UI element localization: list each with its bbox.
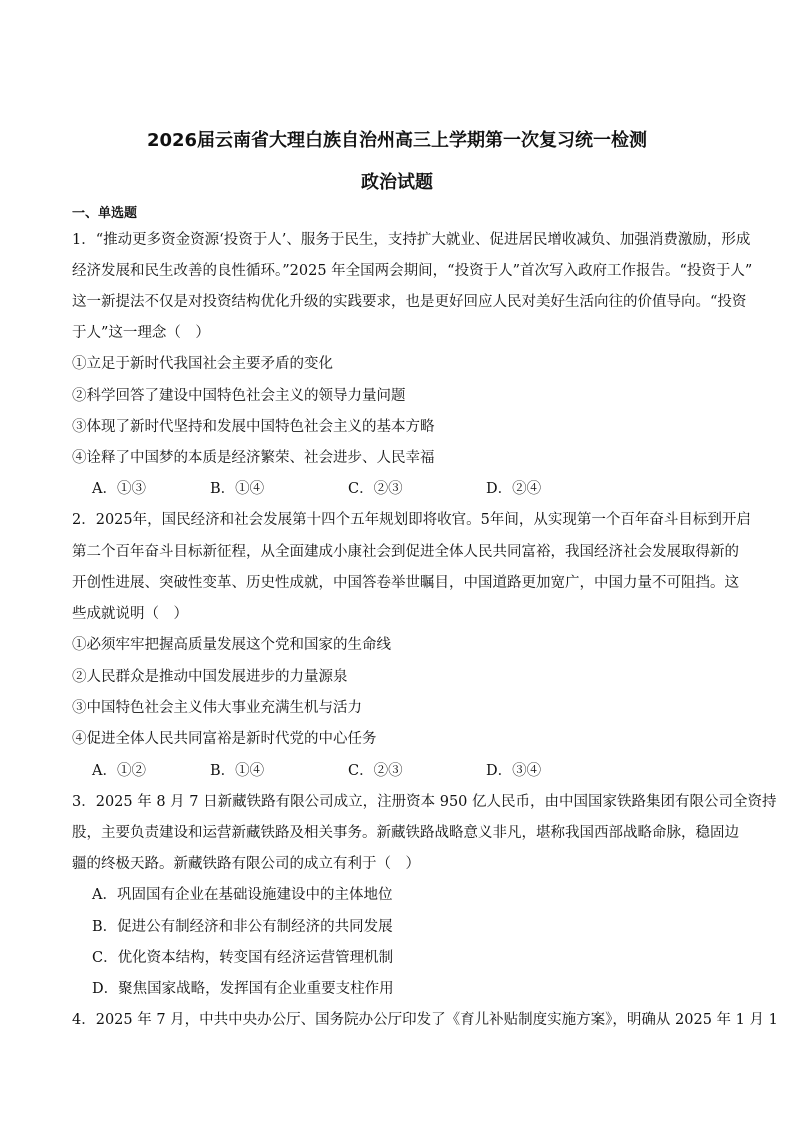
option-d[interactable]: D．②④ bbox=[486, 481, 542, 497]
question-text-line: 些成就说明（ ） bbox=[72, 606, 188, 622]
exam-subtitle: 政治试题 bbox=[361, 172, 433, 193]
option-b[interactable]: B．①④ bbox=[210, 481, 265, 497]
statement: ③中国特色社会主义伟大事业充满生机与活力 bbox=[72, 700, 362, 716]
statement: ②科学回答了建设中国特色社会主义的领导力量问题 bbox=[72, 388, 406, 404]
option-d[interactable]: D．聚焦国家战略，发挥国有企业重要支柱作用 bbox=[92, 981, 394, 997]
option-c[interactable]: C．②③ bbox=[348, 481, 403, 497]
option-c[interactable]: C．②③ bbox=[348, 763, 403, 779]
option-b[interactable]: B．①④ bbox=[210, 763, 265, 779]
statement: ②人民群众是推动中国发展进步的力量源泉 bbox=[72, 669, 348, 685]
option-d[interactable]: D．③④ bbox=[486, 763, 542, 779]
question-text-line: 2．2025年，国民经济和社会发展第十四个五年规划即将收官。5年间，从实现第一个百年奋斗目标到开启 bbox=[72, 512, 751, 528]
option-a[interactable]: A．巩固国有企业在基础设施建设中的主体地位 bbox=[92, 887, 393, 903]
statement: ①必须牢牢把握高质量发展这个党和国家的生命线 bbox=[72, 637, 391, 653]
question-text-line: 3．2025 年 8 月 7 日新藏铁路有限公司成立，注册资本 950 亿人民币，由中国国家铁路集团有限公司全资持 bbox=[72, 794, 777, 810]
question-text-line: 4．2025 年 7 月，中共中央办公厅、国务院办公厅印发了《育儿补贴制度实施方案》，明确从 2025 年 1 月 1 bbox=[72, 1012, 778, 1028]
option-a[interactable]: A．①② bbox=[92, 763, 146, 779]
statement: ①立足于新时代我国社会主要矛盾的变化 bbox=[72, 356, 333, 372]
question-text-line: 疆的终极天路。新藏铁路有限公司的成立有利于（ ） bbox=[72, 856, 420, 872]
statement: ④诠释了中国梦的本质是经济繁荣、社会进步、人民幸福 bbox=[72, 450, 435, 466]
exam-title: 2026届云南省大理白族自治州高三上学期第一次复习统一检测 bbox=[146, 130, 648, 151]
question-text-line: 经济发展和民生改善的良性循环。”2025 年全国两会期间，“投资于人”首次写入政府工作报告。“投资于人” bbox=[72, 263, 753, 279]
option-c[interactable]: C．优化资本结构，转变国有经济运营管理机制 bbox=[92, 950, 394, 966]
statement: ④促进全体人民共同富裕是新时代党的中心任务 bbox=[72, 731, 377, 747]
question-text-line: 1．“推动更多资金资源‘投资于人’、服务于民生，支持扩大就业、促进居民增收减负、加强消费激励，形成 bbox=[72, 232, 751, 248]
question-text-line: 第二个百年奋斗目标新征程，从全面建成小康社会到促进全体人民共同富裕，我国经济社会发展取得新的 bbox=[72, 544, 739, 560]
question-text-line: 股，主要负责建设和运营新藏铁路及相关事务。新藏铁路战略意义非凡，堪称我国西部战略命脉，稳固边 bbox=[72, 825, 739, 841]
option-a[interactable]: A．①③ bbox=[92, 481, 146, 497]
statement: ③体现了新时代坚持和发展中国特色社会主义的基本方略 bbox=[72, 419, 435, 435]
question-text-line: 开创性进展、突破性变革、历史性成就，中国答卷举世瞩目，中国道路更加宽广，中国力量不可阻挡。这 bbox=[72, 575, 739, 591]
question-text-line: 这一新提法不仅是对投资结构优化升级的实践要求，也是更好回应人民对美好生活向往的价值导向。“投资 bbox=[72, 294, 747, 310]
question-text-line: 于人”这一理念（ ） bbox=[72, 325, 210, 341]
section-heading: 一、单选题 bbox=[72, 206, 138, 221]
option-b[interactable]: B．促进公有制经济和非公有制经济的共同发展 bbox=[92, 919, 393, 935]
